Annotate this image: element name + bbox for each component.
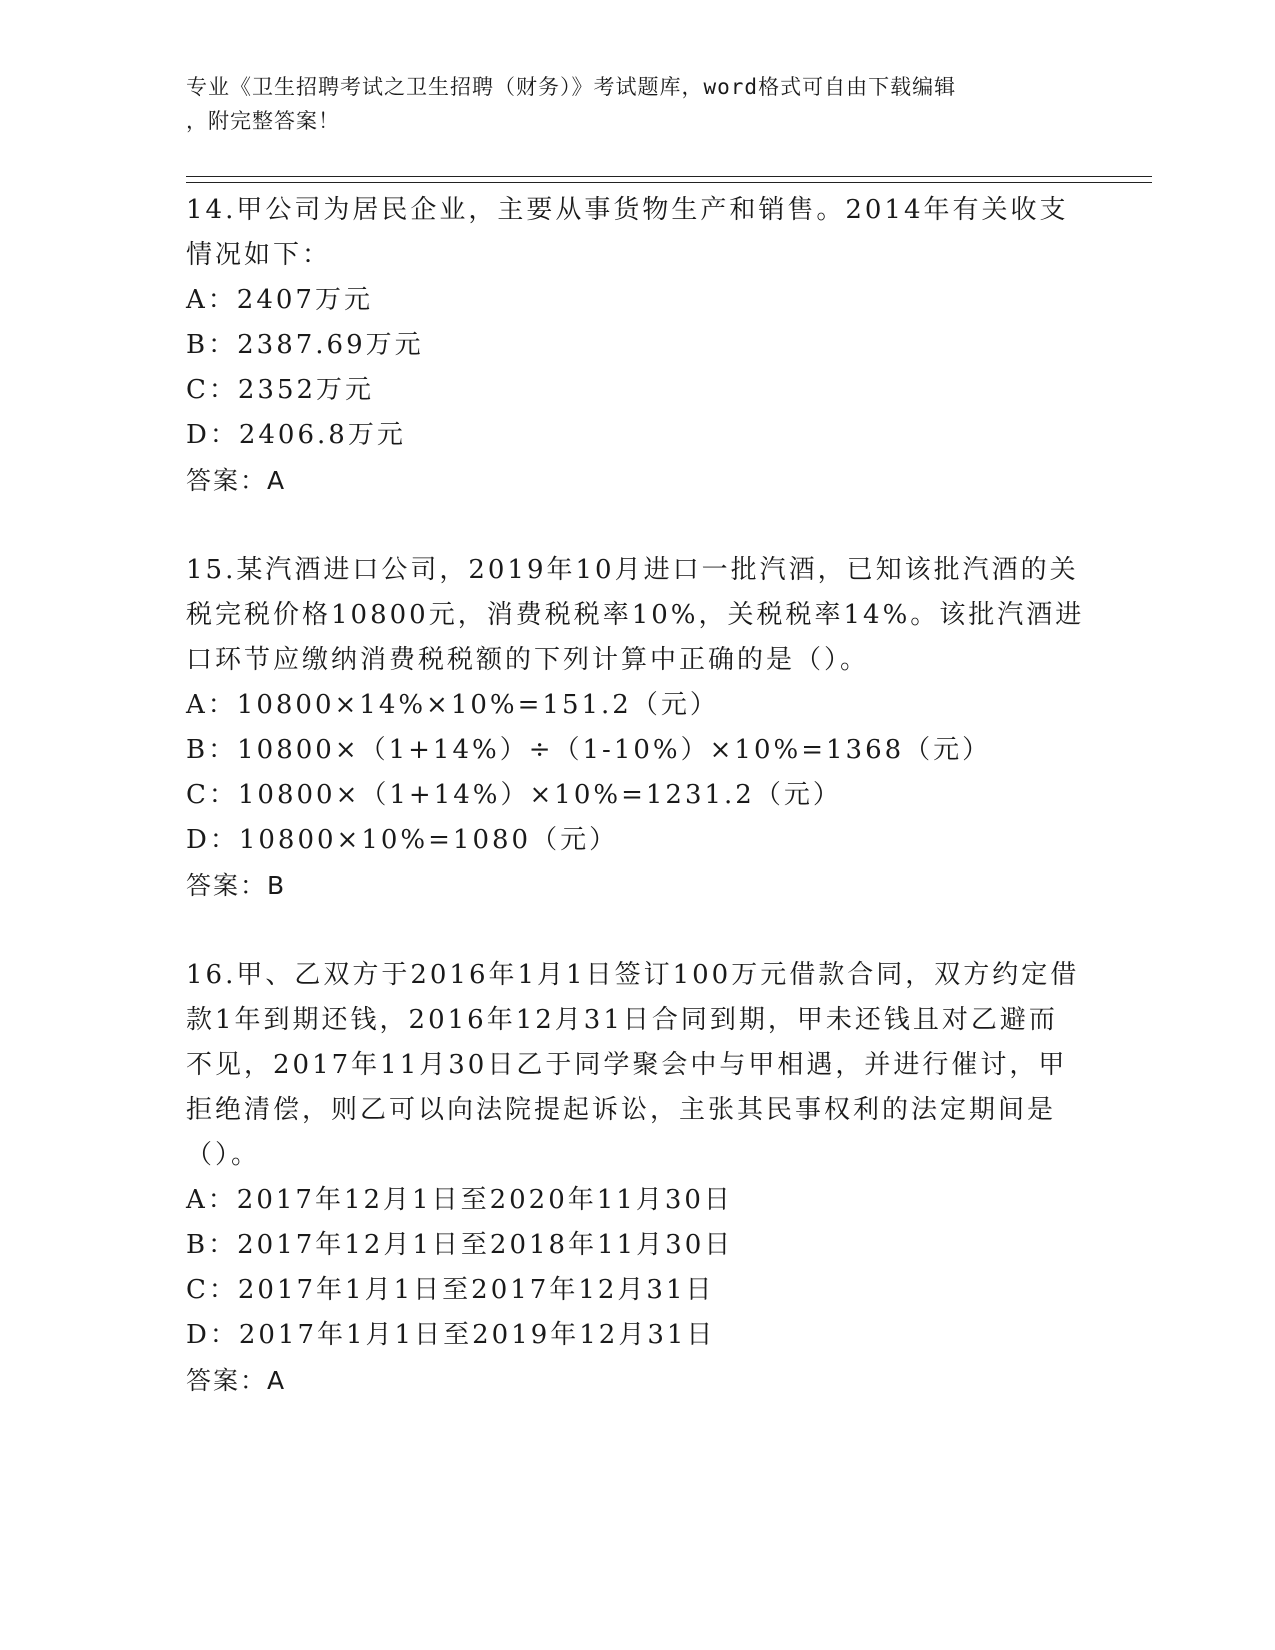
header-divider-top [186,176,1152,177]
answer-line: 答案：A [186,1366,287,1395]
answer-line: 答案：B [186,871,287,900]
header-divider-bottom [186,182,1152,183]
answer-line: 答案：A [186,466,287,495]
option-c: C：2017年1月1日至2017年12月31日 [186,1275,715,1305]
option-c: C：10800×（1+14%）×10%=1231.2（元） [186,780,842,810]
question-14 [186,188,1086,503]
question-16 [186,953,1086,1403]
header-title-line: 专业《卫生招聘考试之卫生招聘（财务）》考试题库，word格式可自由下载编辑 [186,75,957,99]
option-c: C：2352万元 [186,375,375,405]
option-b: B：2387.69万元 [186,330,424,360]
option-d: D：10800×10%=1080（元） [186,825,619,855]
question-stem: 15.某汽酒进口公司，2019年10月进口一批汽酒，已知该批汽酒的关税完税价格10800元，消费税税率10%，关税税率14%。该批汽酒进口环节应缴纳消费税税额的下列计算中正确的是（）。 [186,555,1085,675]
option-b: B：2017年12月1日至2018年11月30日 [186,1230,734,1260]
question-stem: 14.甲公司为居民企业，主要从事货物生产和销售。2014年有关收支情况如下： [186,195,1069,270]
question-list [186,188,1086,1448]
option-a: A：2407万元 [186,285,373,315]
option-b: B：10800×（1+14%）÷（1-10%）×10%=1368（元） [186,735,992,765]
option-a: A：10800×14%×10%=151.2（元） [186,690,719,720]
option-a: A：2017年12月1日至2020年11月30日 [186,1185,733,1215]
option-d: D：2406.8万元 [186,420,406,450]
question-15 [186,548,1086,908]
header-title-line-continued: ，附完整答案！ [186,109,340,133]
question-stem: 16.甲、乙双方于2016年1月1日签订100万元借款合同，双方约定借款1年到期还钱，2016年12月31日合同到期，甲未还钱且对乙避而不见，2017年11月30日乙于同学聚会中与甲相遇，并进行催讨，甲拒绝清偿，则乙可以向法院提起诉讼，主张其民事权利的法定期间是（）。 [186,960,1080,1170]
document-header [186,70,1066,138]
option-d: D：2017年1月1日至2019年12月31日 [186,1320,716,1350]
